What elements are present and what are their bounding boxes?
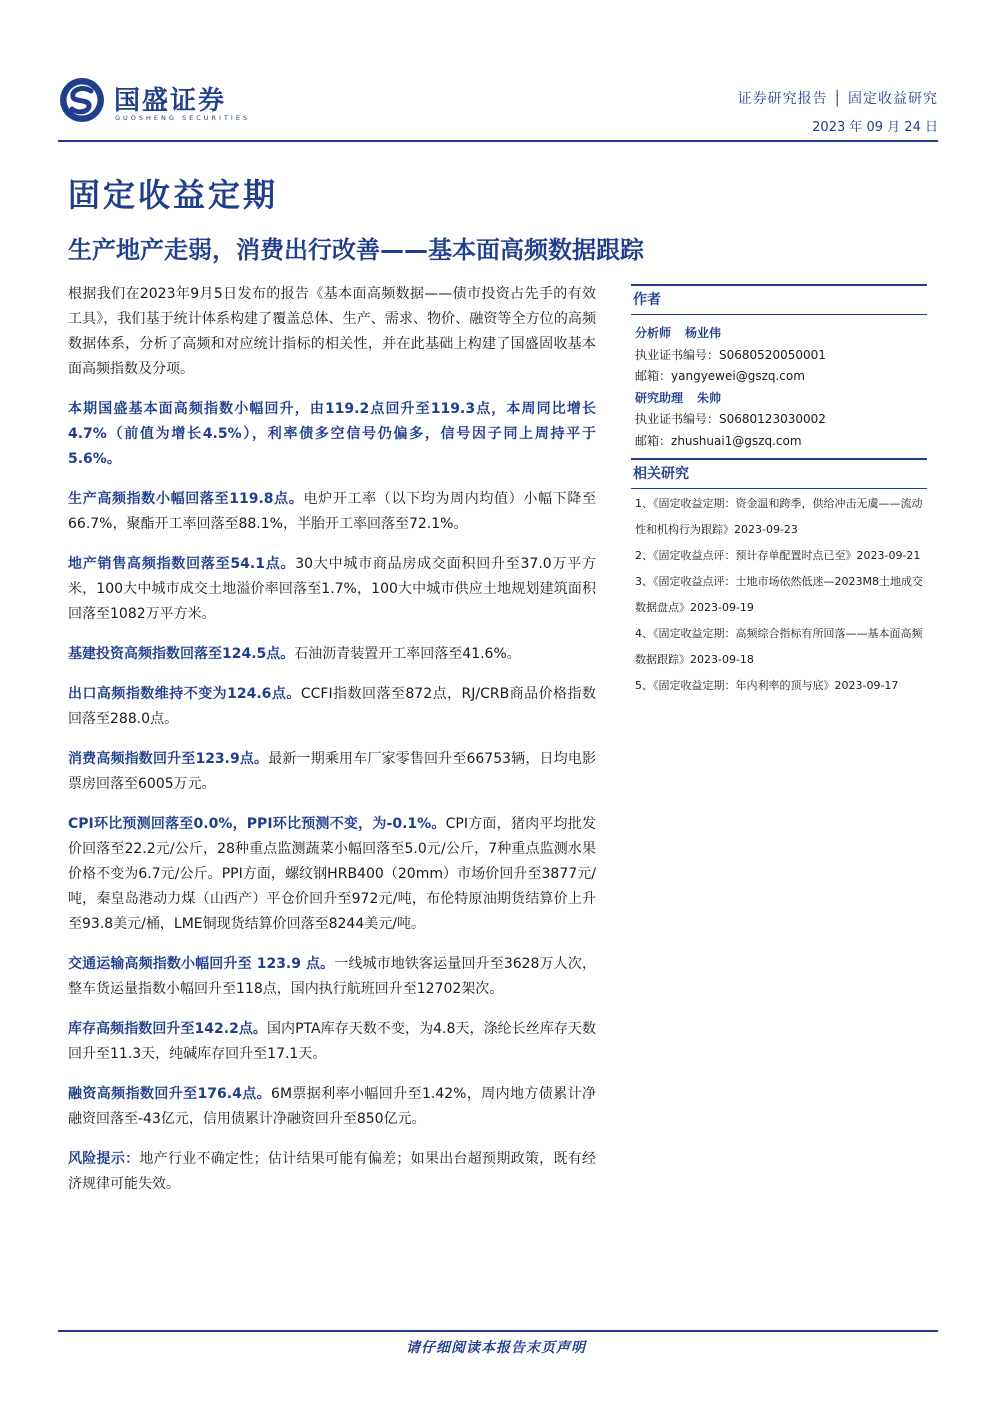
- header-divider: [58, 140, 938, 142]
- paragraph-text: 最新一期乘用车厂家零售回升至66753辆，日均电影票房回落至6005万元。: [68, 751, 596, 792]
- body-paragraph: [68, 1017, 596, 1067]
- author-name: 朱帅: [697, 390, 722, 405]
- paragraph-text: CCFI指数回落至872点，RJ/CRB商品价格指数回落至288.0点。: [68, 686, 596, 727]
- related-report-item[interactable]: 5、《固定收益定期：年内利率的顶与底》2023-09-17: [635, 679, 899, 692]
- report-header: [58, 76, 938, 140]
- license-number: S0680123030002: [719, 412, 826, 426]
- paragraph-text: 一线城市地铁客运量回升至3628万人次，整车货运量指数小幅回升至118点，国内执行航班回升至12702架次。: [68, 956, 596, 997]
- body-paragraph: [68, 682, 596, 732]
- logo-text: 国盛证券: [114, 86, 227, 116]
- paragraph-highlight: 融资高频指数回升至176.4点。: [68, 1086, 272, 1102]
- author-email[interactable]: yangyewei@gszq.com: [671, 369, 805, 383]
- author-email[interactable]: zhushuai1@gszq.com: [671, 433, 802, 448]
- email-label: 邮箱：: [635, 433, 672, 448]
- paragraph-text: 电炉开工率（以下均为周内均值）小幅下降至66.7%，聚酯开工率回落至88.1%，半胎开工率回落至72.1%。: [68, 491, 596, 532]
- document-title: 生产地产走弱，消费出行改善——基本面高频数据跟踪: [68, 236, 644, 264]
- paragraph-highlight: 出口高频指数维持不变为124.6点。: [68, 686, 301, 702]
- email-label: 邮箱：: [635, 369, 672, 383]
- header-meta: [738, 88, 938, 135]
- paragraph-highlight: 生产高频指数小幅回落至119.8点。: [68, 491, 304, 507]
- related-report-item[interactable]: 1、《固定收益定期：资金温和跨季，供给冲击无虞——流动性和机构行为跟踪》2023-09-23: [635, 497, 923, 536]
- authors-list: [631, 315, 927, 458]
- body-paragraph: [68, 282, 596, 382]
- logo-subtext: GUOSHENG SECURITIES: [115, 114, 251, 122]
- related-report-item[interactable]: 3、《固定收益点评：土地市场依然低迷—2023M8土地成交数据盘点》2023-09-19: [635, 575, 923, 614]
- author-entry: [635, 323, 927, 388]
- paragraph-text: 30大中城市商品房成交面积回升至37.0万平方米，100大中城市成交土地溢价率回落至1.7%，100大中城市供应土地规划建筑面积回落至1082万平方米。: [68, 556, 596, 622]
- body-paragraph: [68, 1147, 596, 1197]
- paragraph-highlight: 基建投资高频指数回落至124.5点。: [68, 646, 295, 662]
- footer-disclaimer[interactable]: 请仔细阅读本报告末页声明: [406, 1340, 586, 1356]
- company-logo: [58, 76, 278, 126]
- body-paragraph: [68, 487, 596, 537]
- body-paragraph: [68, 397, 596, 472]
- document-type: 固定收益定期: [68, 176, 279, 214]
- report-date: 2023 年 09 月 24 日: [812, 120, 938, 135]
- paragraph-highlight: 地产销售高频指数回落至54.1点。: [68, 556, 296, 572]
- author-entry: [635, 388, 927, 453]
- footer-divider: [58, 1330, 938, 1332]
- paragraph-highlight: 风险提示：: [68, 1151, 140, 1167]
- license-number: S0680520050001: [719, 347, 826, 362]
- paragraph-text: 地产行业不确定性；估计结果可能有偏差；如果出台超预期政策，既有经济规律可能失效。: [68, 1151, 596, 1192]
- guosheng-logo-icon: [58, 76, 106, 124]
- paragraph-text: 根据我们在2023年9月5日发布的报告《基本面高频数据——债市投资占先手的有效工具》，我们基于统计体系构建了覆盖总体、生产、需求、物价、融资等全方位的高频数据体系，分析了高频和对应统计指标的相关性，并在此基础上构建了国盛固收基本面高频指数及分项。: [68, 286, 596, 377]
- related-report-item[interactable]: 2、《固定收益点评：预计存单配置时点已至》2023-09-21: [635, 549, 921, 562]
- paragraph-highlight: 交通运输高频指数小幅回升至 123.9 点。: [68, 956, 335, 972]
- body-paragraph: [68, 552, 596, 627]
- main-content: [68, 282, 596, 1212]
- paragraph-highlight: 本期国盛基本面高频指数小幅回升，由119.2点回升至119.3点，本周同比增长4.7%（前值为增长4.5%），利率债多空信号仍偏多，信号因子同上周持平于5.6%。: [68, 401, 596, 467]
- author-name: 杨业伟: [685, 326, 722, 340]
- body-paragraph: [68, 952, 596, 1002]
- paragraph-text: 国内PTA库存天数不变，为4.8天，涤纶长丝库存天数回升至11.3天，纯碱库存回升至17.1天。: [68, 1021, 596, 1062]
- body-paragraph: [68, 747, 596, 797]
- author-role: 研究助理: [635, 390, 684, 405]
- license-label: 执业证书编号：: [635, 412, 720, 426]
- body-paragraph: [68, 1082, 596, 1132]
- body-paragraph: [68, 812, 596, 937]
- paragraph-text: 石油沥青装置开工率回落至41.6%。: [294, 646, 521, 662]
- related-research-list: [631, 489, 927, 699]
- paragraph-text: 6M票据利率小幅回升至1.42%，周内地方债累计净融资回落至-43亿元，信用债累计净融资回升至850亿元。: [68, 1086, 596, 1127]
- author-role: 分析师: [635, 326, 672, 340]
- license-label: 执业证书编号：: [635, 347, 720, 362]
- related-research-heading: 相关研究: [631, 458, 927, 489]
- body-paragraph: [68, 642, 596, 667]
- related-report-item[interactable]: 4、《固定收益定期：高频综合指标有所回落——基本面高频数据跟踪》2023-09-18: [635, 627, 923, 666]
- paragraph-text: CPI方面，猪肉平均批发价回落至22.2元/公斤，28种重点监测蔬菜小幅回落至5.0元/公斤，7种重点监测水果价格不变为6.7元/公斤。PPI方面，螺纹钢HRB400（20mm）市场价回升至3877元/吨，秦皇岛港动力煤（山西产）平仓价回升至972元/吨，布伦特原油期货结算价上升至93.8美元/桶，LME铜现货结算价回落至8244美元/吨。: [68, 816, 596, 932]
- authors-heading: 作者: [631, 284, 927, 315]
- paragraph-highlight: 库存高频指数回升至142.2点。: [68, 1021, 267, 1037]
- paragraph-highlight: CPI环比预测回落至0.0%，PPI环比预测不变，为-0.1%。: [68, 816, 446, 832]
- report-category: 证券研究报告 │ 固定收益研究: [737, 91, 938, 107]
- sidebar: [631, 284, 927, 699]
- paragraph-highlight: 消费高频指数回升至123.9点。: [68, 751, 269, 767]
